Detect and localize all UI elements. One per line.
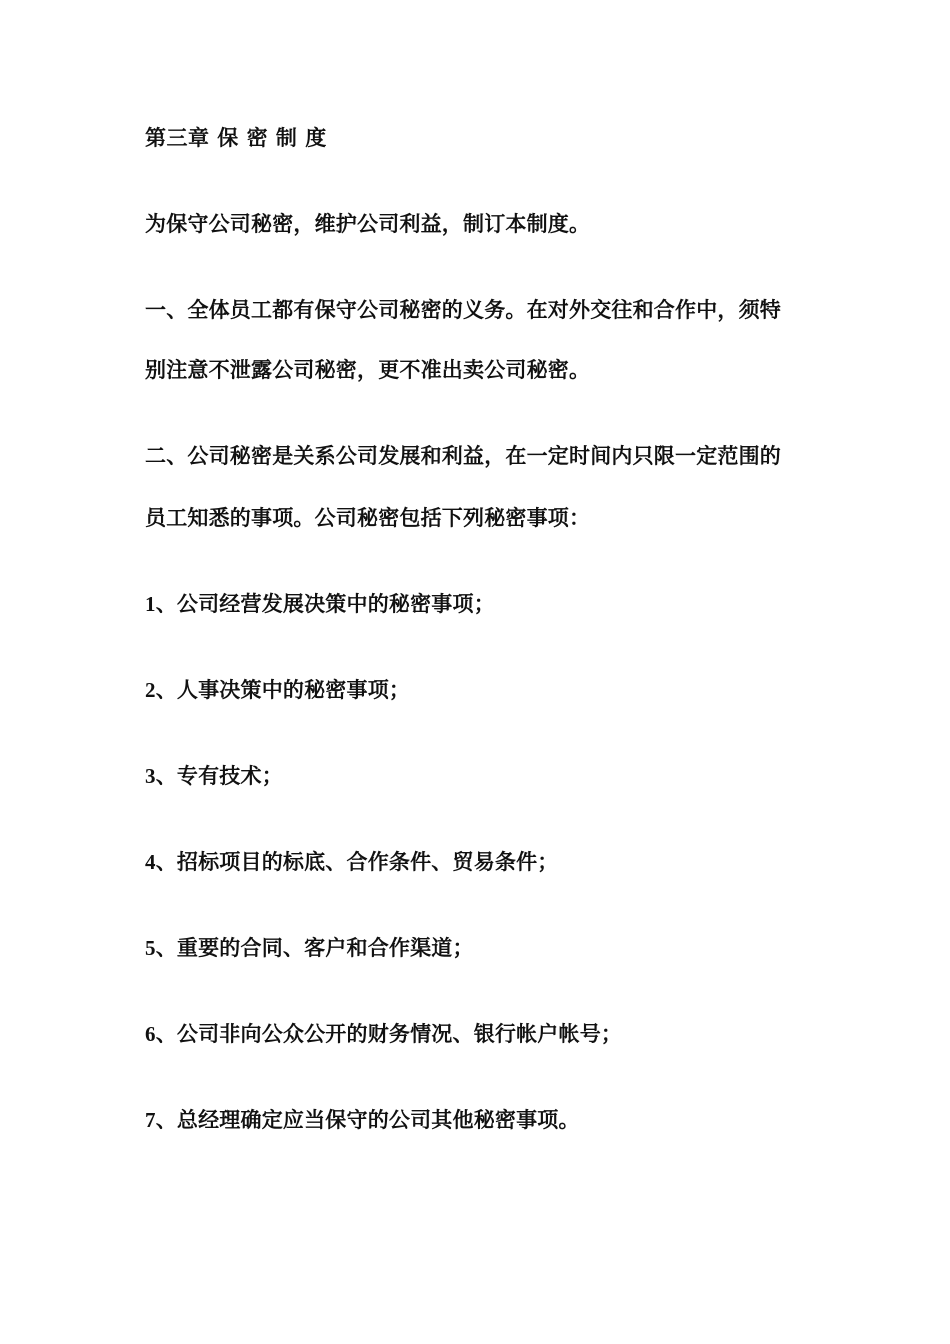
list-item-text: 、招标项目的标底、合作条件、贸易条件； <box>155 850 559 874</box>
clause-2-line-1: 二、公司秘密是关系公司发展和利益，在一定时间内只限一定范围的 <box>145 444 781 468</box>
list-item <box>145 1020 622 1048</box>
list-item-number: 4 <box>145 850 156 874</box>
list-item-text: 、专有技术； <box>155 764 283 788</box>
list-item-number: 2 <box>145 678 156 702</box>
list-item <box>145 676 410 704</box>
clause-2-line-2: 员工知悉的事项。公司秘密包括下列秘密事项： <box>145 506 591 530</box>
list-item-text: 、人事决策中的秘密事项； <box>155 678 411 702</box>
list-item-number: 1 <box>145 592 156 616</box>
list-item <box>145 762 283 790</box>
list-item-text: 、公司经营发展决策中的秘密事项； <box>155 592 495 616</box>
list-item-text: 、重要的合同、客户和合作渠道； <box>155 936 474 960</box>
list-item-text: 、公司非向公众公开的财务情况、银行帐户帐号； <box>155 1022 623 1046</box>
chapter-title: 第三章 保 密 制 度 <box>145 126 327 150</box>
list-item-number: 3 <box>145 764 156 788</box>
list-item <box>145 590 495 618</box>
list-item <box>145 848 559 876</box>
list-item <box>145 934 474 962</box>
list-item-number: 5 <box>145 936 156 960</box>
list-item-number: 6 <box>145 1022 156 1046</box>
list-item-text: 、总经理确定应当保守的公司其他秘密事项。 <box>155 1108 580 1132</box>
intro-paragraph: 为保守公司秘密，维护公司利益，制订本制度。 <box>145 212 591 236</box>
list-item-number: 7 <box>145 1108 156 1132</box>
list-item <box>145 1106 580 1134</box>
clause-1-line-1: 一、全体员工都有保守公司秘密的义务。在对外交往和合作中，须特 <box>145 298 781 322</box>
clause-1-line-2: 别注意不泄露公司秘密，更不准出卖公司秘密。 <box>145 358 591 382</box>
